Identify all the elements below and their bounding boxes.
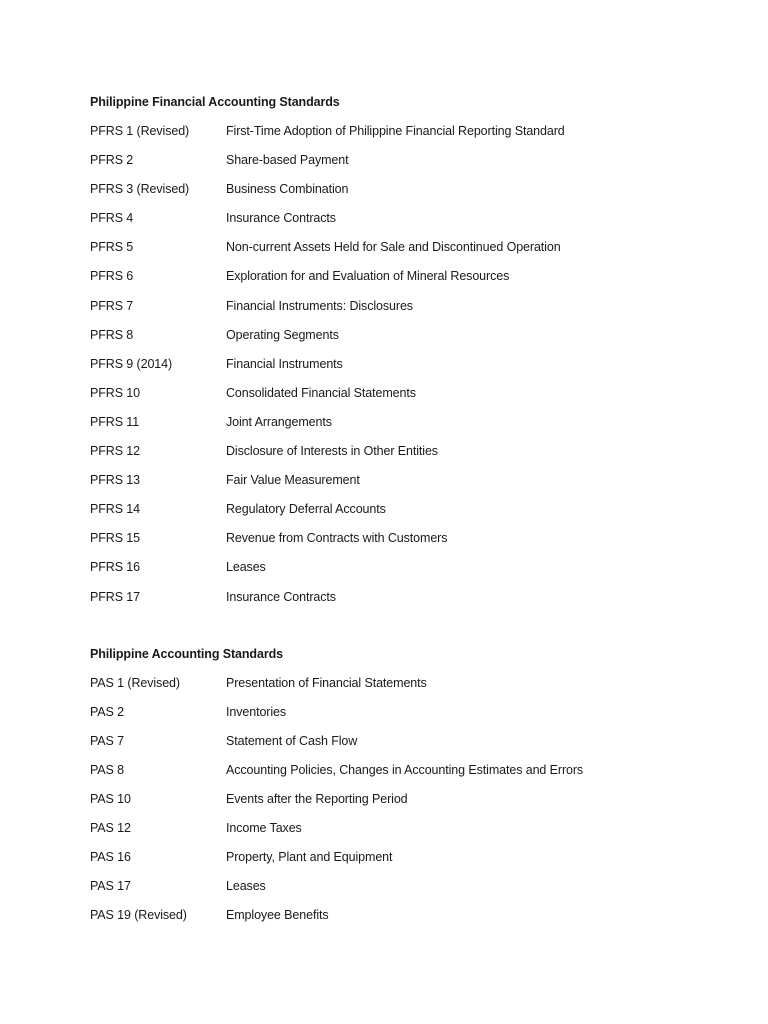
standard-code: PFRS 17 [90, 589, 141, 604]
standard-row [90, 588, 730, 617]
standard-row [90, 790, 730, 819]
standard-row [90, 500, 730, 529]
standard-description: Financial Instruments [226, 356, 343, 371]
standard-description: Regulatory Deferral Accounts [226, 502, 386, 517]
standard-row [90, 471, 730, 500]
standard-code: PFRS 13 [90, 473, 141, 488]
standard-row [90, 442, 730, 471]
standard-row [90, 703, 730, 732]
standard-description: Statement of Cash Flow [226, 733, 358, 748]
standard-row [90, 151, 730, 180]
standard-code: PFRS 1 (Revised) [90, 124, 190, 138]
standard-description: Property, Plant and Equipment [226, 850, 393, 865]
standard-description: Revenue from Contracts with Customers [226, 531, 448, 546]
standard-row [90, 297, 730, 326]
standard-description: Financial Instruments: Disclosures [226, 298, 413, 313]
standard-row [90, 413, 730, 442]
standard-code: PFRS 10 [90, 385, 141, 400]
standard-description: Operating Segments [226, 327, 339, 342]
standard-code: PAS 7 [90, 733, 125, 748]
standard-description: Accounting Policies, Changes in Accounting Estimates and Errors [226, 762, 584, 777]
standard-code: PAS 17 [90, 879, 131, 894]
standard-code: PFRS 15 [90, 531, 141, 546]
standard-description: Events after the Reporting Period [226, 791, 408, 806]
standard-row [90, 238, 730, 267]
standard-code: PFRS 4 [90, 211, 134, 226]
standard-description: Exploration for and Evaluation of Mineral Resources [226, 269, 510, 284]
standard-description: Income Taxes [226, 821, 302, 836]
standard-code: PAS 10 [90, 791, 131, 806]
standard-description: Inventories [226, 704, 287, 719]
standard-row [90, 558, 730, 587]
standard-code: PAS 12 [90, 821, 131, 836]
section-title: Philippine Accounting Standards [90, 646, 283, 661]
standard-code: PFRS 6 [90, 269, 134, 284]
standard-description: Joint Arrangements [226, 414, 332, 429]
standard-row [90, 209, 730, 238]
standard-description: Leases [226, 879, 266, 894]
standard-row [90, 267, 730, 296]
standard-row [90, 326, 730, 355]
standard-row [90, 122, 730, 151]
standard-code: PFRS 14 [90, 502, 141, 517]
standard-code: PAS 2 [90, 704, 125, 719]
standard-code: PAS 8 [90, 762, 125, 777]
standard-description: Fair Value Measurement [226, 473, 360, 488]
section-spacer [90, 617, 730, 645]
standard-code: PFRS 11 [90, 414, 140, 429]
standard-row [90, 877, 730, 906]
document-page [90, 93, 730, 935]
standard-row [90, 674, 730, 703]
standard-row [90, 732, 730, 761]
standard-code: PAS 1 (Revised) [90, 675, 180, 690]
standard-row [90, 529, 730, 558]
standard-code: PFRS 12 [90, 444, 141, 459]
standard-code: PFRS 2 [90, 153, 134, 168]
standard-description: First-Time Adoption of Philippine Financial Reporting Standard [226, 124, 565, 138]
standard-description: Employee Benefits [226, 908, 329, 923]
standard-description: Disclosure of Interests in Other Entities [226, 444, 438, 459]
standard-code: PFRS 9 (2014) [90, 356, 173, 371]
standard-code: PAS 16 [90, 850, 131, 865]
standard-row [90, 761, 730, 790]
standard-code: PFRS 7 [90, 298, 134, 313]
standard-description: Non-current Assets Held for Sale and Discontinued Operation [226, 240, 561, 255]
standard-code: PFRS 3 (Revised) [90, 182, 190, 197]
standard-row [90, 848, 730, 877]
standard-row [90, 906, 730, 935]
standard-description: Insurance Contracts [226, 589, 336, 604]
pas-section [90, 645, 730, 936]
standard-row [90, 180, 730, 209]
section-title: Philippine Financial Accounting Standards [90, 95, 340, 109]
standard-description: Consolidated Financial Statements [226, 385, 416, 400]
standard-code: PFRS 16 [90, 560, 141, 575]
standard-description: Business Combination [226, 182, 349, 197]
standard-description: Presentation of Financial Statements [226, 675, 427, 690]
standard-description: Insurance Contracts [226, 211, 336, 226]
standard-row [90, 819, 730, 848]
pfrs-section [90, 93, 730, 617]
standard-code: PFRS 8 [90, 327, 134, 342]
standard-code: PFRS 5 [90, 240, 134, 255]
standard-code: PAS 19 (Revised) [90, 908, 187, 923]
standard-row [90, 384, 730, 413]
standard-description: Leases [226, 560, 266, 575]
standard-row [90, 355, 730, 384]
standard-description: Share-based Payment [226, 153, 349, 168]
